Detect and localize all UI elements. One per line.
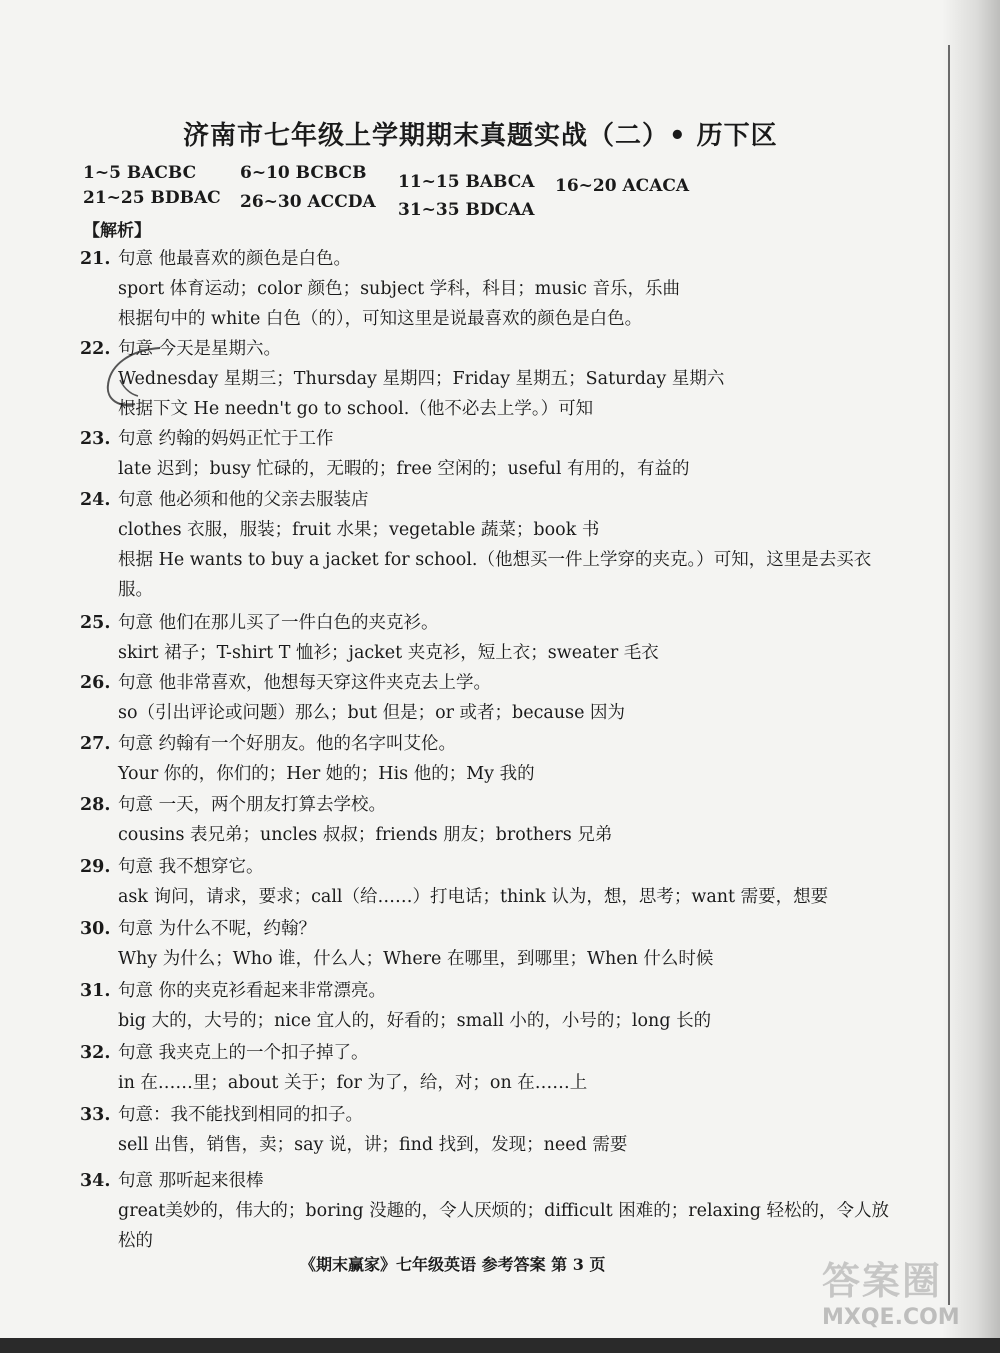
item-number: 24. <box>80 490 111 510</box>
item-27 <box>80 729 900 789</box>
item-sentence: 句意 今天是星期六。 <box>118 339 282 359</box>
item-number: 23. <box>80 429 111 449</box>
item-number: 34. <box>80 1171 111 1191</box>
item-options: ask 询问，请求，要求；call（给……）打电话；think 认为，想，思考；want 需要，想要 <box>118 887 829 907</box>
item-32 <box>80 1038 900 1098</box>
watermark-url: MXQE.COM <box>822 1305 960 1330</box>
item-options: sell 出售，销售，卖；say 说，讲；find 找到，发现；need 需要 <box>118 1135 628 1155</box>
answer-group-5: 21~25 BDBAC <box>83 188 221 208</box>
item-options: clothes 衣服，服装；fruit 水果；vegetable 蔬菜；book 书 <box>118 520 600 540</box>
item-options: cousins 表兄弟；uncles 叔叔；friends 朋友；brothers 兄弟 <box>118 825 613 845</box>
page-fold-line <box>948 45 950 1305</box>
item-sentence: 句意 一天，两个朋友打算去学校。 <box>118 795 387 815</box>
answer-group-3: 11~15 BABCA <box>398 172 535 192</box>
item-22 <box>80 334 900 424</box>
item-24 <box>80 485 900 605</box>
item-number: 25. <box>80 613 111 633</box>
item-sentence: 句意 你的夹克衫看起来非常漂亮。 <box>118 981 387 1001</box>
item-reason: 根据 He wants to buy a jacket for school.（他想买一件上学穿的夹克。）可知，这里是去买衣服。 <box>118 550 872 600</box>
item-sentence: 句意 我夹克上的一个扣子掉了。 <box>118 1043 369 1063</box>
item-sentence: 句意 他最喜欢的颜色是白色。 <box>118 249 352 269</box>
item-25 <box>80 608 900 668</box>
item-options: Wednesday 星期三；Thursday 星期四；Friday 星期五；Saturday 星期六 <box>118 369 725 389</box>
item-options: Why 为什么；Who 谁，什么人；Where 在哪里，到哪里；When 什么时候 <box>118 949 714 969</box>
answer-group-6: 26~30 ACCDA <box>240 192 376 212</box>
item-number: 32. <box>80 1043 111 1063</box>
item-sentence: 句意 他非常喜欢，他想每天穿这件夹克去上学。 <box>118 673 492 693</box>
item-number: 26. <box>80 673 111 693</box>
page-footer: 《期末赢家》七年级英语 参考答案 第 3 页 <box>300 1255 606 1274</box>
scan-bottom-strip <box>0 1338 1000 1353</box>
item-options: so（引出评论或问题）那么；but 但是；or 或者；because 因为 <box>118 703 626 723</box>
item-options: in 在……里；about 关于；for 为了，给，对；on 在……上 <box>118 1073 588 1093</box>
item-23 <box>80 424 900 484</box>
page-title: 济南市七年级上学期期末真题实战（二）• 历下区 <box>183 121 778 151</box>
answer-group-1: 1~5 BACBC <box>83 163 197 183</box>
item-reason: 根据下文 He needn't go to school.（他不必去上学。）可知 <box>118 399 594 419</box>
item-sentence: 句意 那听起来很棒 <box>118 1171 264 1191</box>
item-sentence: 句意 约翰有一个好朋友。他的名字叫艾伦。 <box>118 734 457 754</box>
item-31 <box>80 976 900 1036</box>
item-sentence: 句意 我不想穿它。 <box>118 857 264 877</box>
item-sentence: 句意 他必须和他的父亲去服装店 <box>118 490 369 510</box>
item-options: skirt 裙子；T-shirt T 恤衫；jacket 夹克衫，短上衣；sweater 毛衣 <box>118 643 659 663</box>
item-options: late 迟到；busy 忙碌的，无暇的；free 空闲的；useful 有用的，有益的 <box>118 459 690 479</box>
item-number: 30. <box>80 919 111 939</box>
item-26 <box>80 668 900 728</box>
item-options: Your 你的，你们的；Her 她的；His 他的；My 我的 <box>118 764 535 784</box>
item-number: 21. <box>80 249 111 269</box>
item-reason: 根据句中的 white 白色（的），可知这里是说最喜欢的颜色是白色。 <box>118 309 643 329</box>
item-sentence: 句意 为什么不呢，约翰？ <box>118 919 317 939</box>
page-edge-shadow <box>942 0 1000 1353</box>
item-number: 27. <box>80 734 111 754</box>
item-30 <box>80 914 900 974</box>
answer-group-2: 6~10 BCBCB <box>240 163 367 183</box>
item-sentence: 句意：我不能找到相同的扣子。 <box>118 1105 363 1125</box>
watermark-title: 答案圈 <box>822 1258 943 1303</box>
item-number: 28. <box>80 795 111 815</box>
item-number: 22. <box>80 339 111 359</box>
item-33 <box>80 1100 900 1160</box>
item-sentence: 句意 他们在那儿买了一件白色的夹克衫。 <box>118 613 439 633</box>
item-29 <box>80 852 900 912</box>
item-number: 29. <box>80 857 111 877</box>
item-options: great美妙的，伟大的；boring 没趣的，令人厌烦的；difficult 困难的；relaxing 轻松的，令人放松的 <box>118 1201 889 1251</box>
answer-group-7: 31~35 BDCAA <box>398 200 535 220</box>
item-28 <box>80 790 900 850</box>
answer-group-4: 16~20 ACACA <box>555 176 690 196</box>
item-number: 31. <box>80 981 111 1001</box>
watermark-logo <box>822 1250 962 1345</box>
item-21 <box>80 244 900 334</box>
item-options: sport 体育运动；color 颜色；subject 学科，科目；music 音乐，乐曲 <box>118 279 681 299</box>
item-34 <box>80 1166 900 1256</box>
item-sentence: 句意 约翰的妈妈正忙于工作 <box>118 429 334 449</box>
item-number: 33. <box>80 1105 111 1125</box>
item-options: big 大的，大号的；nice 宜人的，好看的；small 小的，小号的；long 长的 <box>118 1011 712 1031</box>
analysis-heading: 【解析】 <box>83 221 151 241</box>
